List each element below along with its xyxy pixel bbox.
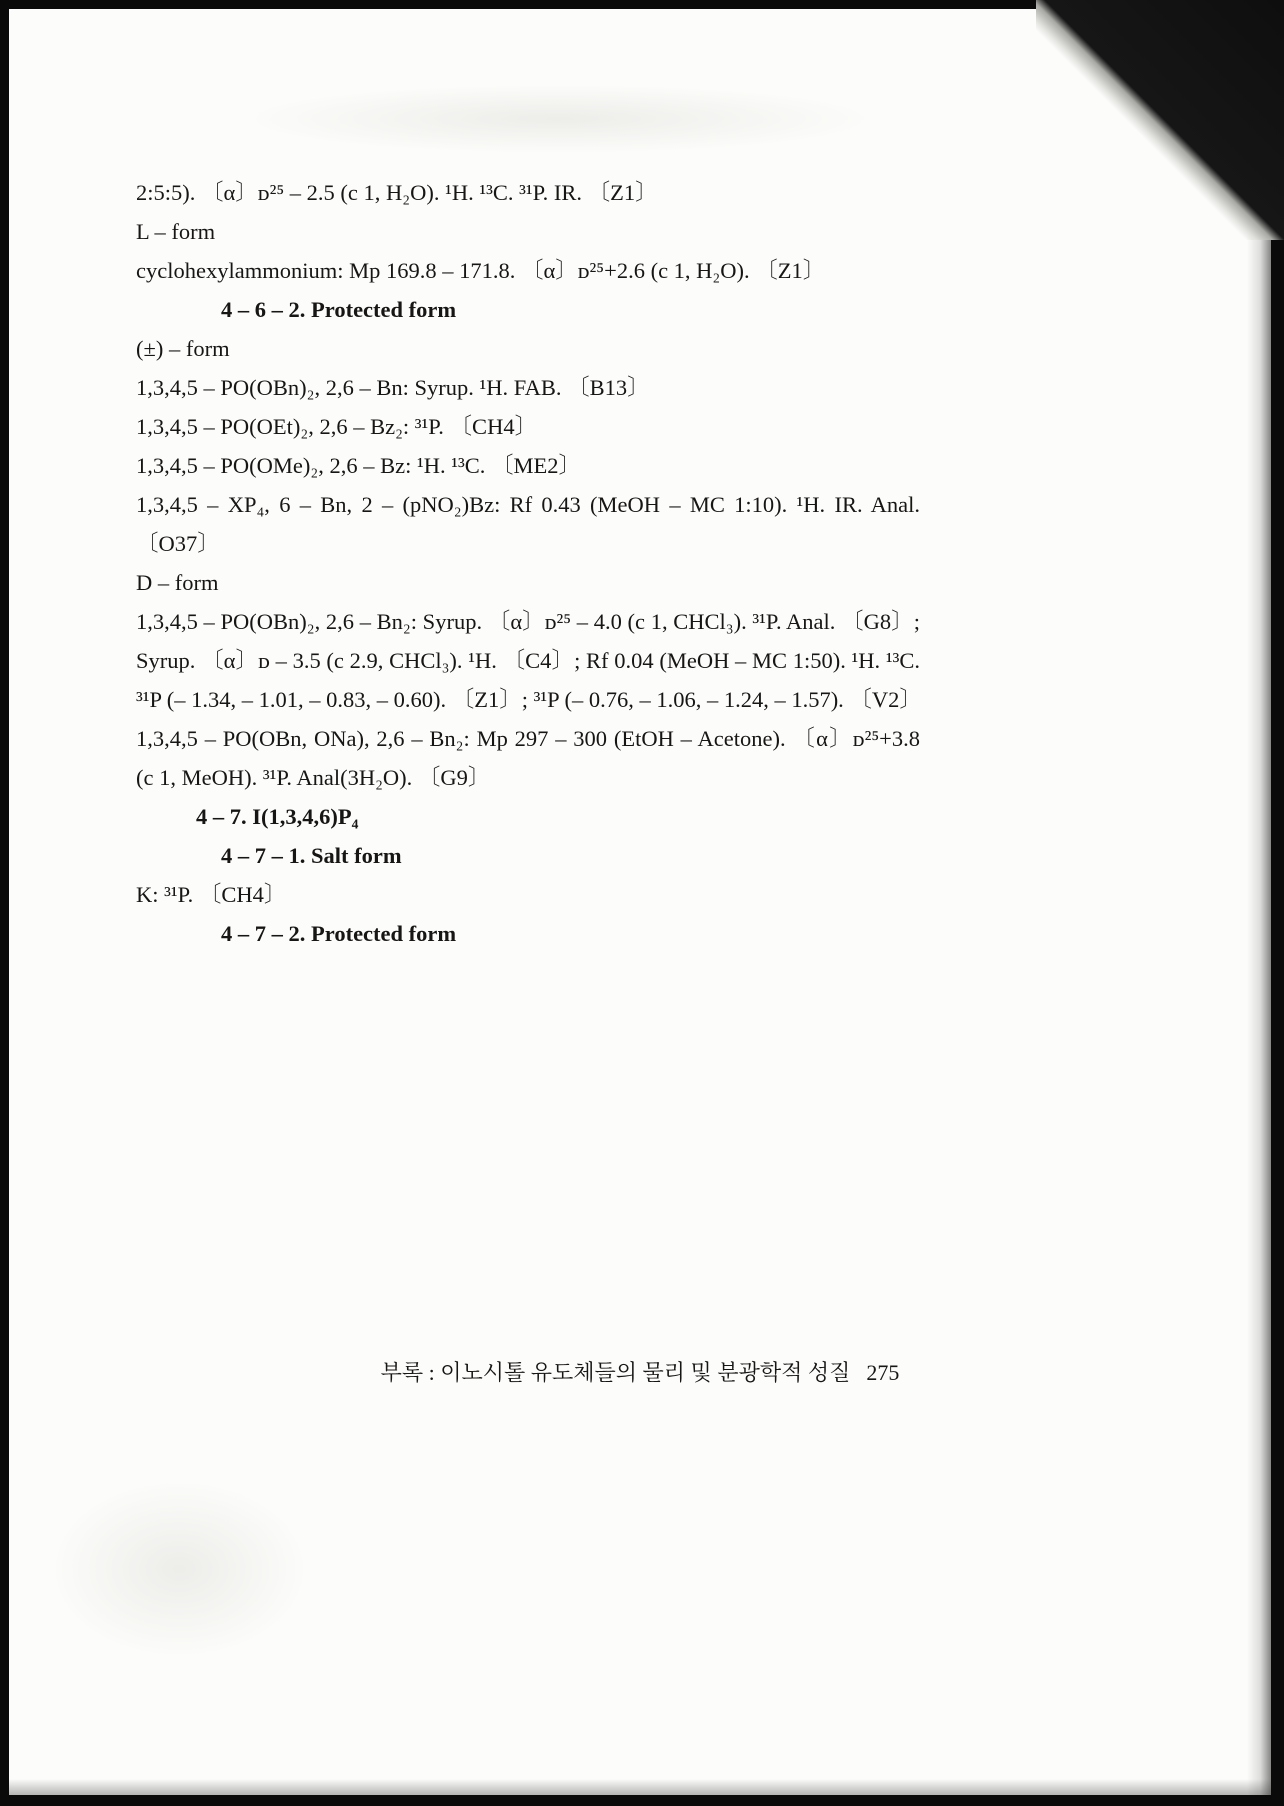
page-edge-shadow-bottom — [9, 1779, 1271, 1795]
compound-entry-po-oet: 1,3,4,5 – PO(OEt)₂, 2,6 – Bz₂: ³¹P. 〔CH4〕 — [136, 414, 538, 439]
heading-4-7: 4 – 7. I(1,3,4,6)P₄ — [196, 804, 359, 829]
heading-4-7-2-protected-form: 4 – 7 – 2. Protected form — [221, 921, 457, 946]
page-footer — [9, 1356, 1271, 1387]
l-form-label: L – form — [136, 219, 216, 244]
page-edge-shadow-right — [1247, 9, 1271, 1795]
page-number: 275 — [866, 1360, 900, 1385]
scanned-book-page — [9, 9, 1271, 1795]
plus-minus-form-label: (±) – form — [136, 336, 230, 361]
heading-4-6-2-protected-form: 4 – 6 – 2. Protected form — [221, 297, 457, 322]
scan-smudge — [49, 1479, 309, 1659]
data-continuation-line: 2:5:5). 〔α〕ᴅ²⁵ – 2.5 (c 1, H₂O). ¹H. ¹³C. ³¹P. IR. 〔Z1〕 — [136, 180, 658, 205]
page-content — [136, 173, 920, 953]
d-form-label: D – form — [136, 570, 219, 595]
potassium-entry: K: ³¹P. 〔CH4〕 — [136, 882, 287, 907]
compound-entry-po-obn-ona: 1,3,4,5 – PO(OBn, ONa), 2,6 – Bn₂: Mp 297 – 300 (EtOH – Acetone). 〔α〕ᴅ²⁵+3.8 (c 1, MeOH). ³¹P. Anal(3H₂O). 〔G9〕 — [136, 726, 920, 790]
compound-entry-po-obn: 1,3,4,5 – PO(OBn)₂, 2,6 – Bn: Syrup. ¹H. FAB. 〔B13〕 — [136, 375, 650, 400]
compound-entry-xp4: 1,3,4,5 – XP₄, 6 – Bn, 2 – (pNO₂)Bz: Rf 0.43 (MeOH – MC 1:10). ¹H. IR. Anal. 〔O37〕 — [136, 492, 920, 556]
compound-entry-po-ome: 1,3,4,5 – PO(OMe)₂, 2,6 – Bz: ¹H. ¹³C. 〔ME2〕 — [136, 453, 581, 478]
cyclohexylammonium-entry: cyclohexylammonium: Mp 169.8 – 171.8. 〔α〕ᴅ²⁵+2.6 (c 1, H₂O). 〔Z1〕 — [136, 258, 826, 283]
heading-4-7-1-salt-form: 4 – 7 – 1. Salt form — [221, 843, 402, 868]
scan-smudge — [239, 84, 879, 154]
page-curl — [1036, 0, 1284, 240]
footer-caption: 부록 : 이노시톨 유도체들의 물리 및 분광학적 성질 — [380, 1360, 851, 1385]
compound-entry-po-obn2-bn2: 1,3,4,5 – PO(OBn)₂, 2,6 – Bn₂: Syrup. 〔α〕ᴅ²⁵ – 4.0 (c 1, CHCl₃). ³¹P. Anal. 〔G8〕; Syrup. 〔α〕ᴅ – 3.5 (c 2.9, CHCl₃). ¹H. 〔C4〕; Rf 0.04 (MeOH – MC 1:50). ¹H. ¹³C. ³¹P (– 1.34, – 1.01, – 0.83, – 0.60). 〔Z1〕; ³¹P (– 0.76, – 1.06, – 1.24, – 1.57). 〔V2〕 — [136, 609, 922, 712]
